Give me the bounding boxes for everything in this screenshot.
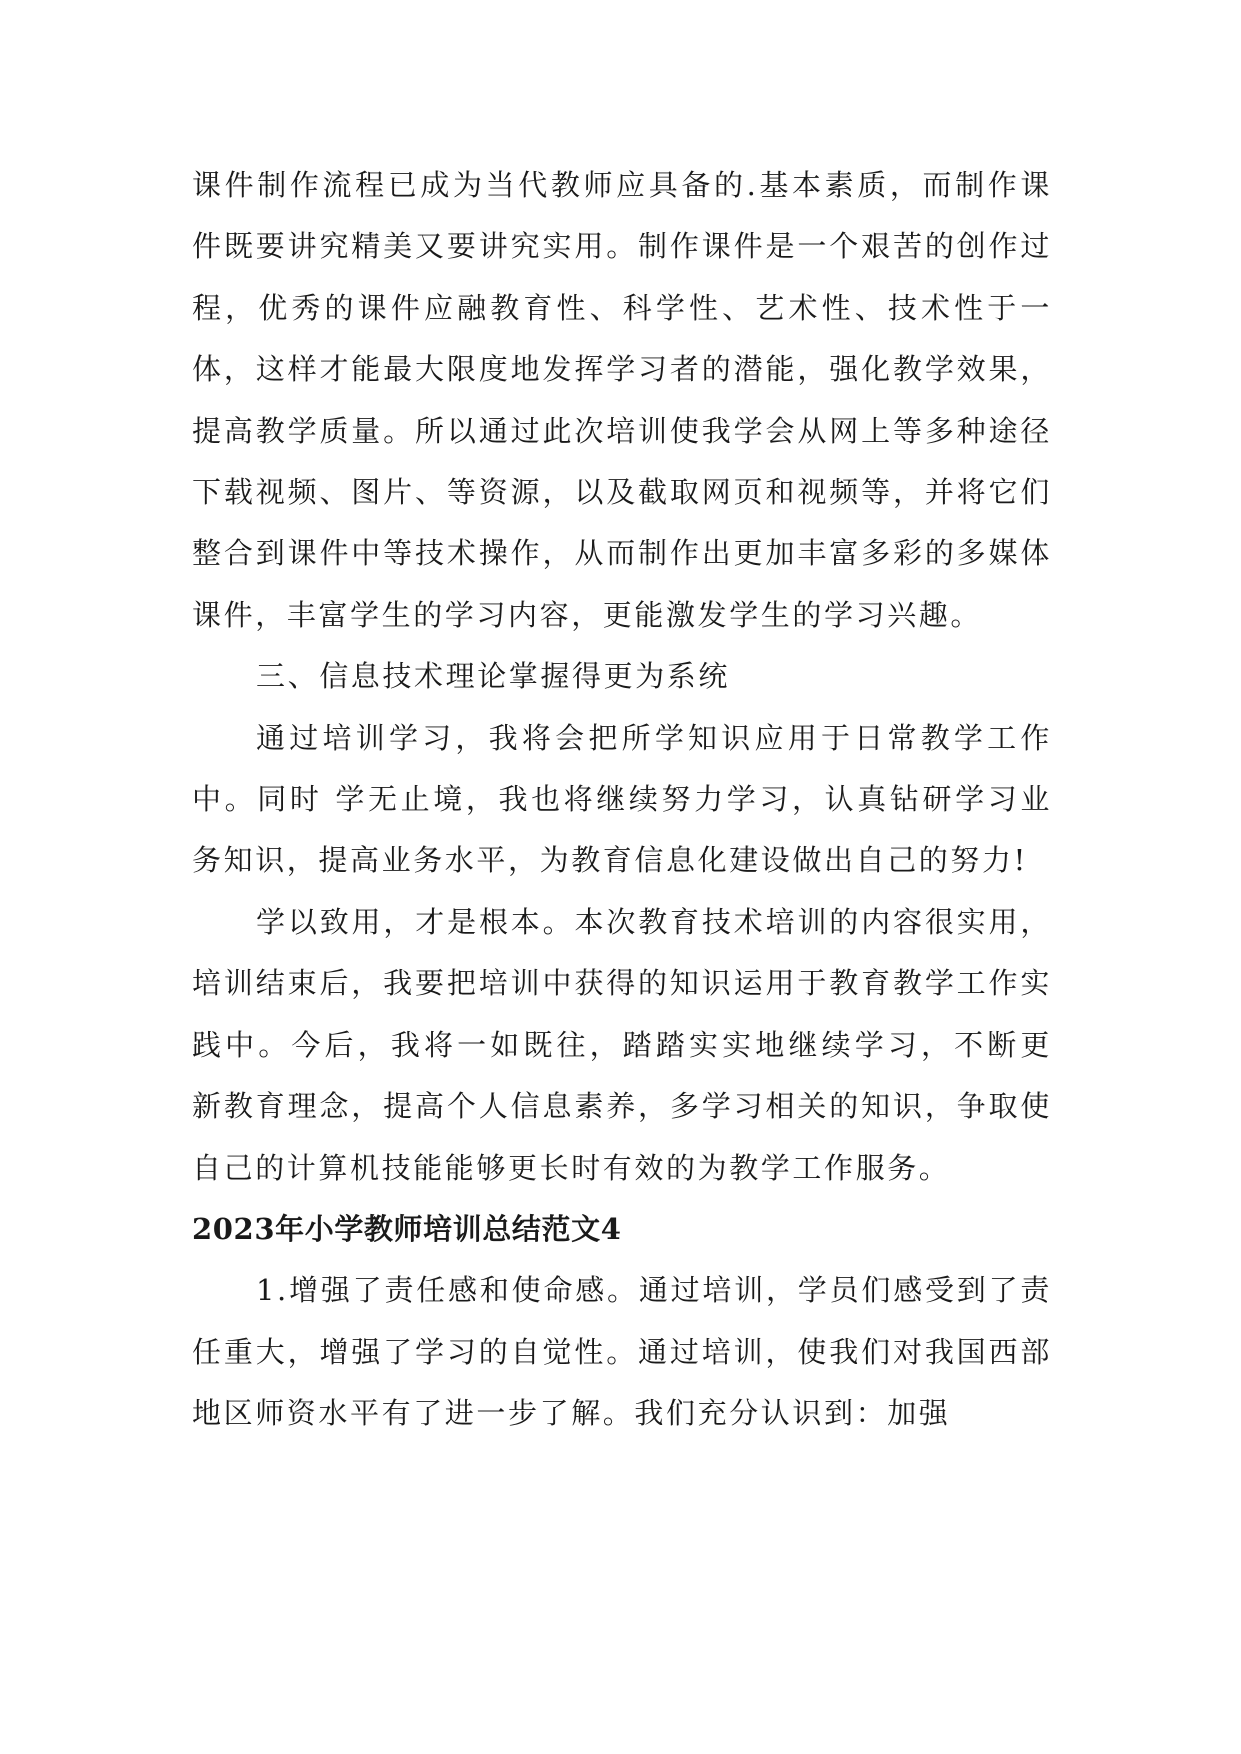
paragraph-training-study: 通过培训学习，我将会把所学知识应用于日常教学工作中。同时 学无止境，我也将继续努力学习，认真钻研学习业务知识，提高业务水平，为教育信息化建设做出自己的努力! (192, 720, 1052, 878)
document-body (192, 155, 1052, 1445)
section-title: 2023年小学教师培训总结范文4 (192, 1211, 622, 1246)
paragraph-responsibility: 1.增强了责任感和使命感。通过培训，学员们感受到了责任重大，增强了学习的自觉性。通过培训，使我们对我国西部地区师资水平有了进一步了解。我们充分认识到：加强 (192, 1273, 1052, 1431)
paragraph-courseware: 课件制作流程已成为当代教师应具备的.基本素质，而制作课件既要讲究精美又要讲究实用。制作课件是一个艰苦的创作过程，优秀的课件应融教育性、科学性、艺术性、技术性于一体，这样才能最大限度地发挥学习者的潜能，强化教学效果，提高教学质量。所以通过此次培训使我学会从网上等多种途径下载视频、图片、等资源，以及截取网页和视频等，并将它们整合到课件中等技术操作，从而制作出更加丰富多彩的多媒体课件，丰富学生的学习内容，更能激发学生的学习兴趣。 (192, 168, 1052, 632)
paragraph-apply-learning: 学以致用，才是根本。本次教育技术培训的内容很实用，培训结束后，我要把培训中获得的知识运用于教育教学工作实践中。今后，我将一如既往，踏踏实实地继续学习，不断更 新教育理念，提高个人信息素养，多学习相关的知识，争取使自己的计算机技能能够更长时有效的为教学工作服务。 (192, 904, 1052, 1185)
paragraph-heading-three: 三、信息技术理论掌握得更为系统 (256, 659, 731, 694)
